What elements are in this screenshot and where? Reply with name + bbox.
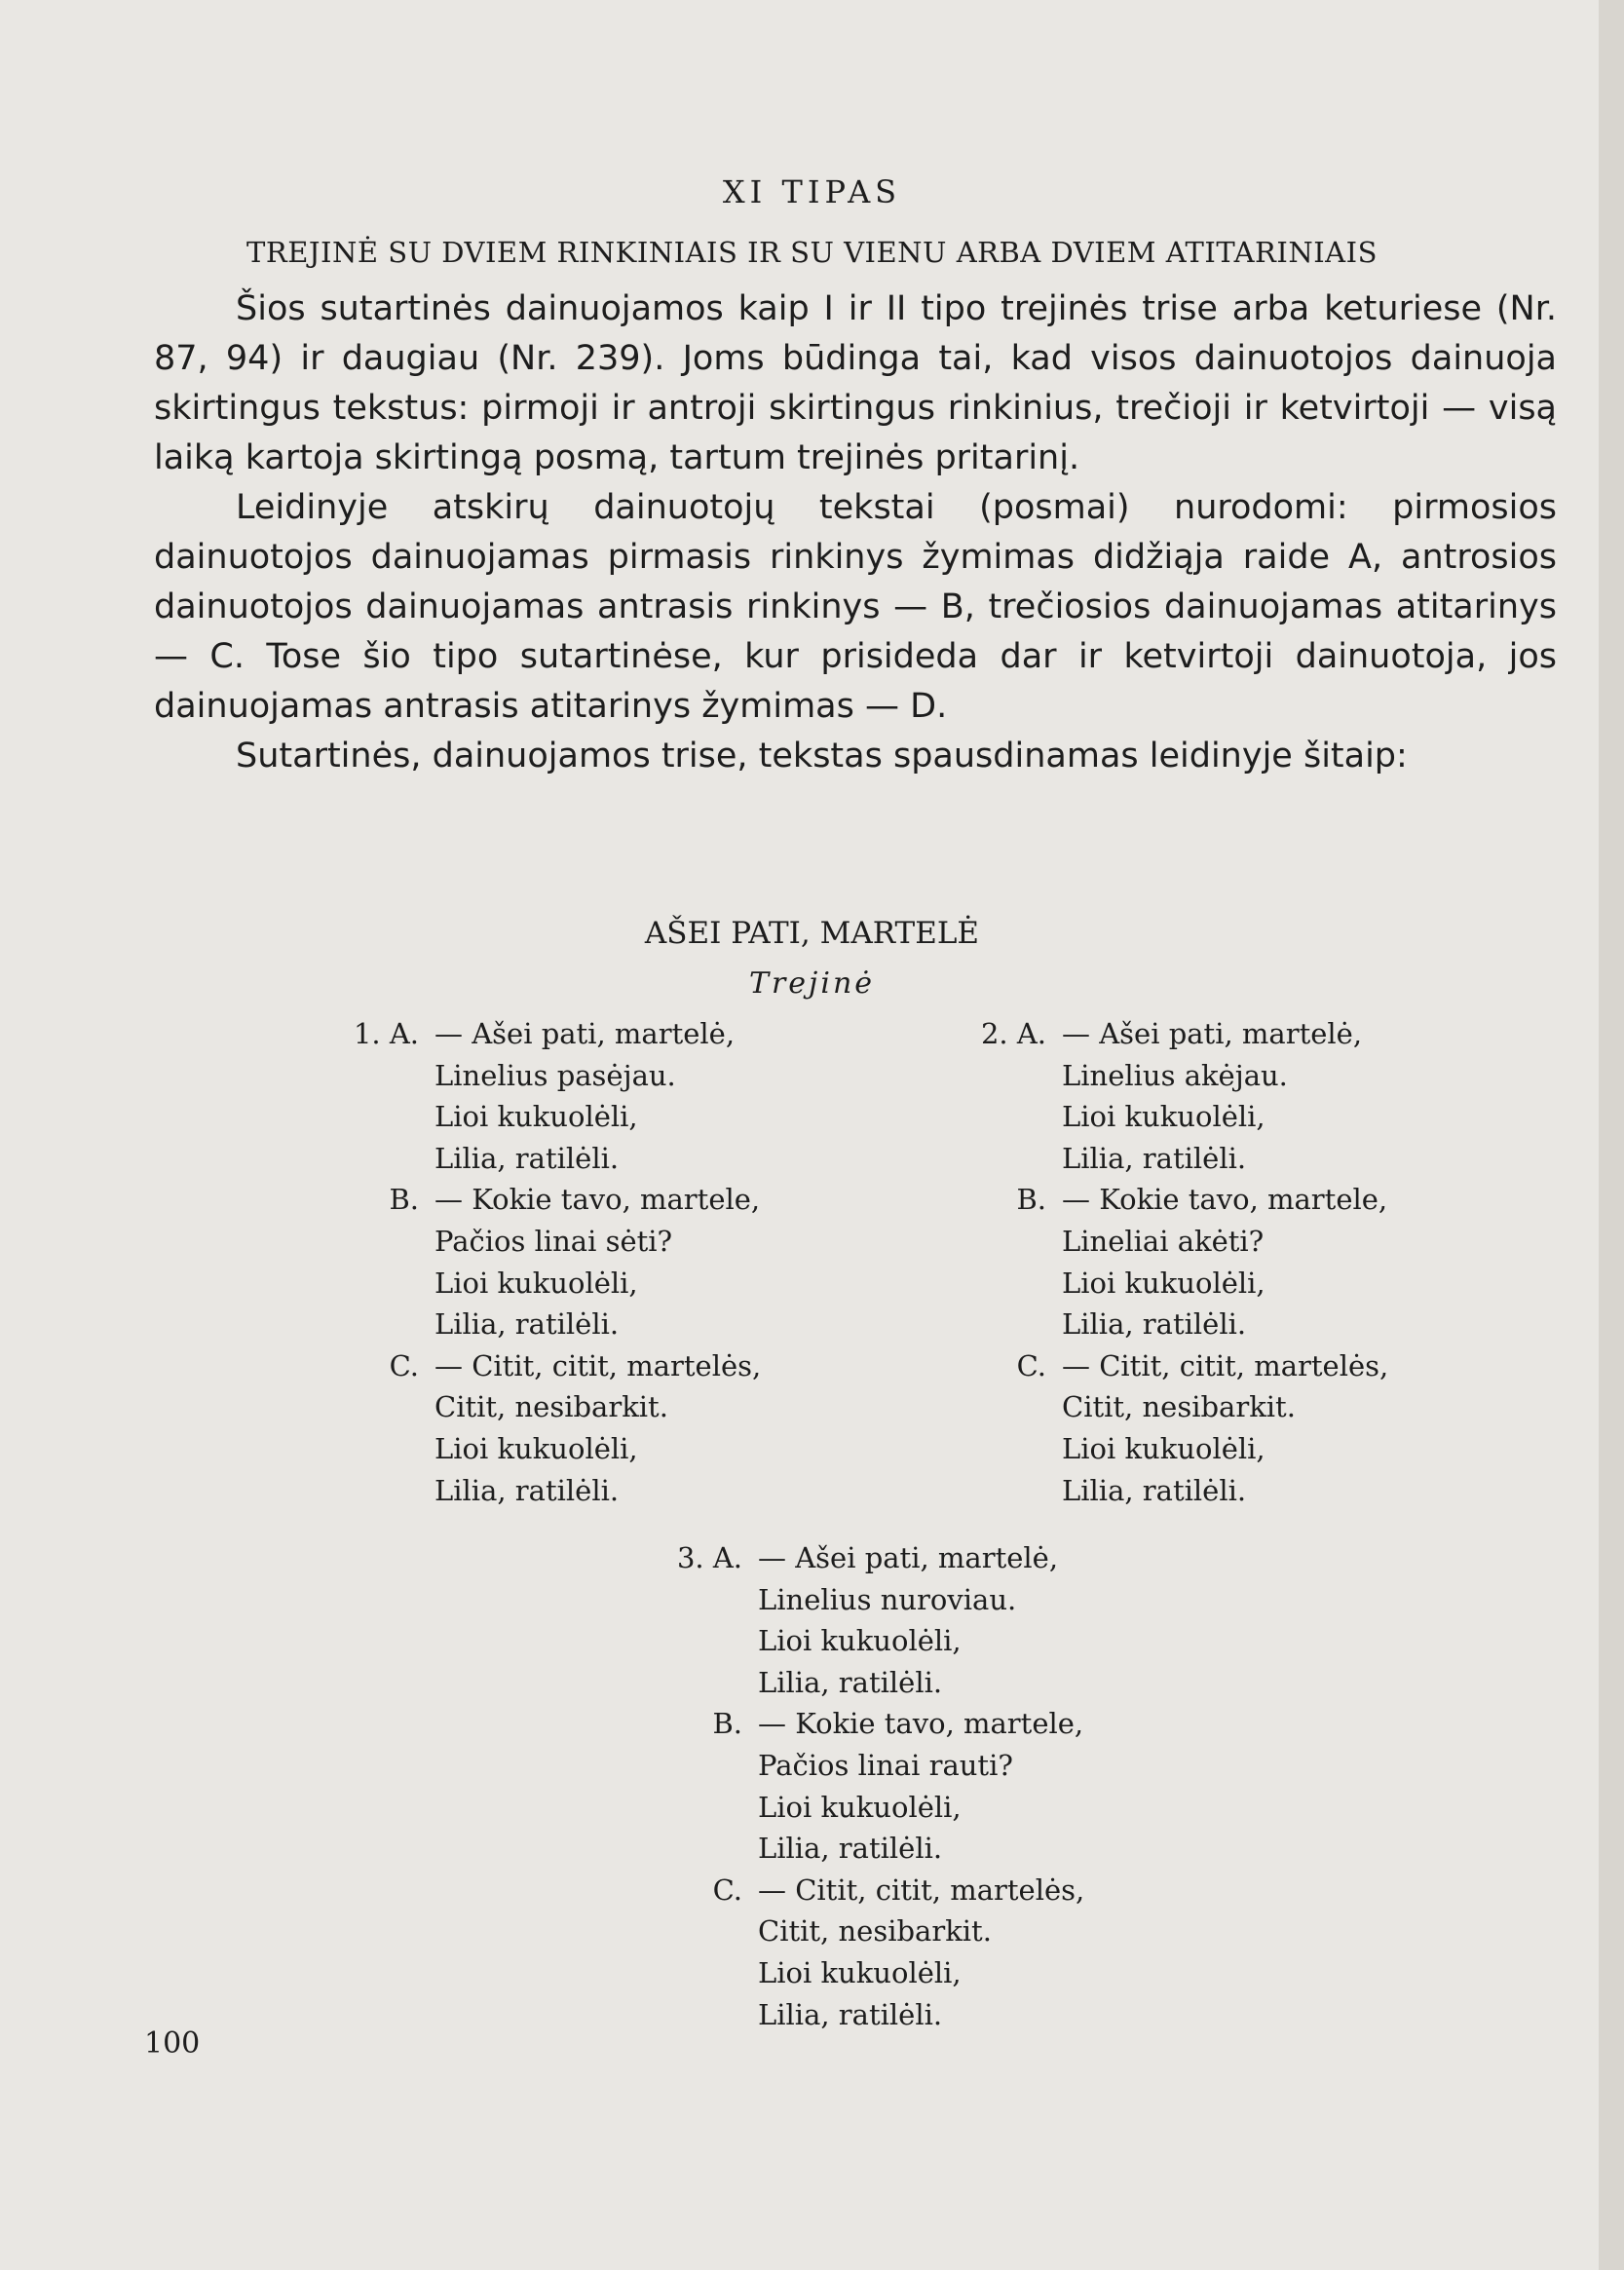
intro-paragraph: Leidinyje atskirų dainuotojų tekstai (posmai) nurodomi: pirmosios dainuotojos dainuojamas pirmasis rinkinys žymimas didžiąja raide A, antrosios dainuotojos dainuojamas antrasis rinkinys — B, trečiosios dainuojamas atitarinys — C. Tose šio tipo sutartinėse, kur prisideda dar ir ketvirtoji dainuotoja, jos dainuojamas antrasis atitarinys žymimas — D.	[154, 488, 1557, 726]
verse-line	[1062, 1470, 1388, 1512]
line-text: Linelius pasėjau.	[434, 1058, 676, 1092]
verse-line	[434, 1055, 761, 1097]
line-text: Citit, nesibarkit.	[1062, 1390, 1296, 1424]
verse-line	[758, 1620, 1084, 1662]
line-text: Lineliai akėti?	[1062, 1224, 1265, 1258]
verse-line	[434, 1470, 761, 1512]
intro-text	[154, 284, 1557, 781]
verse-line	[1062, 1386, 1388, 1428]
page-edge	[1599, 0, 1624, 2270]
verse-3	[676, 1537, 1085, 2035]
verse-line	[980, 1013, 1388, 1055]
verse-line	[758, 1787, 1084, 1829]
verse-line	[758, 1994, 1084, 2036]
line-text: Lilia, ratilėli.	[758, 1997, 943, 2031]
verse-line	[434, 1263, 761, 1305]
line-text: Lilia, ratilėli.	[758, 1665, 943, 1699]
part-label: B.	[1016, 1183, 1046, 1217]
verse-line	[434, 1138, 761, 1180]
chapter-subtitle: TREJINĖ SU DVIEM RINKINIAIS IR SU VIENU ARBA DVIEM ATITARINIAIS	[246, 236, 1378, 269]
verse-line	[434, 1221, 761, 1263]
intro-paragraph: Šios sutartinės dainuojamos kaip I ir II tipo trejinės trise arba keturiese (Nr. 87, 94) ir daugiau (Nr. 239). Joms būdinga tai, kad visos dainuotojos dainuoja skirtingus tekstus: pirmoji ir antroji skirtingus rinkinius, trečioji ir ketvirtoji — visą laiką kartoja skirtingą posmą, tartum trejinės pritarinį.	[154, 289, 1557, 477]
line-text: Citit, nesibarkit.	[434, 1390, 668, 1424]
page-number: 100	[144, 2026, 201, 2061]
verse-line	[434, 1096, 761, 1138]
verse-line	[1062, 1138, 1388, 1180]
part-label: 2. A.	[980, 1017, 1046, 1050]
line-text: Lilia, ratilėli.	[1062, 1307, 1247, 1342]
verse-line	[353, 1013, 761, 1055]
verse-line	[758, 1579, 1084, 1621]
verse-line	[389, 1345, 762, 1387]
line-text: Lilia, ratilėli.	[1062, 1141, 1247, 1175]
verse-line	[1062, 1055, 1388, 1097]
verse-line	[758, 1952, 1084, 1994]
part-label: B.	[712, 1707, 742, 1741]
verse-line	[758, 1662, 1084, 1704]
line-text: Pačios linai sėti?	[434, 1224, 673, 1258]
line-text: — Citit, citit, martelės,	[434, 1348, 762, 1382]
verse-line	[758, 1828, 1084, 1870]
song-title: AŠEI PATI, MARTELĖ	[644, 916, 980, 951]
line-text: — Kokie tavo, martele,	[434, 1183, 761, 1217]
verse-line	[712, 1703, 1084, 1745]
line-text: — Kokie tavo, martele,	[1062, 1183, 1388, 1217]
verse-2	[980, 1013, 1389, 1511]
line-text: Linelius akėjau.	[1062, 1058, 1288, 1092]
part-label: 3. A.	[676, 1541, 742, 1574]
line-text: Lioi kukuolėli,	[758, 1624, 962, 1658]
part-label: C.	[1016, 1348, 1046, 1382]
part-label: 1. A.	[353, 1017, 419, 1050]
line-text: Lioi kukuolėli,	[434, 1100, 638, 1134]
line-text: — Citit, citit, martelės,	[758, 1873, 1085, 1907]
line-text: Lioi kukuolėli,	[434, 1431, 638, 1465]
song-type: Trejinė	[748, 966, 876, 1001]
line-text: Lioi kukuolėli,	[1062, 1266, 1265, 1300]
line-text: — Citit, citit, martelės,	[1062, 1348, 1389, 1382]
line-text: Lilia, ratilėli.	[758, 1832, 943, 1866]
line-text: Lioi kukuolėli,	[434, 1266, 638, 1300]
part-label: B.	[389, 1183, 419, 1217]
verse-line	[712, 1870, 1085, 1911]
chapter-title: XI TIPAS	[722, 173, 902, 210]
verse-line	[434, 1304, 761, 1345]
verse-line	[758, 1745, 1084, 1787]
part-label: C.	[712, 1873, 742, 1907]
line-text: — Ašei pati, martelė,	[758, 1541, 1059, 1574]
verse-line	[1062, 1096, 1388, 1138]
line-text: — Kokie tavo, martele,	[758, 1707, 1084, 1741]
verse-line	[676, 1537, 1084, 1579]
verse-line	[434, 1386, 761, 1428]
verse-line	[1062, 1428, 1388, 1470]
line-text: Lioi kukuolėli,	[1062, 1431, 1265, 1465]
verse-1	[353, 1013, 762, 1511]
part-label: C.	[389, 1348, 419, 1382]
line-text: Lioi kukuolėli,	[758, 1790, 962, 1824]
verse-line	[389, 1179, 761, 1221]
verse-line	[1062, 1263, 1388, 1305]
verse-line	[758, 1911, 1084, 1952]
line-text: Linelius nuroviau.	[758, 1582, 1017, 1616]
verse-line	[1062, 1304, 1388, 1345]
line-text: Citit, nesibarkit.	[758, 1914, 992, 1948]
line-text: — Ašei pati, martelė,	[1062, 1017, 1363, 1050]
line-text: Lioi kukuolėli,	[1062, 1100, 1265, 1134]
line-text: Lioi kukuolėli,	[758, 1955, 962, 1989]
line-text: Lilia, ratilėli.	[434, 1473, 620, 1507]
verse-line	[1062, 1221, 1388, 1263]
verse-line	[1016, 1179, 1388, 1221]
line-text: Pačios linai rauti?	[758, 1748, 1013, 1782]
verse-line	[1016, 1345, 1389, 1387]
verse-line	[434, 1428, 761, 1470]
line-text: — Ašei pati, martelė,	[434, 1017, 736, 1050]
line-text: Lilia, ratilėli.	[434, 1307, 620, 1342]
line-text: Lilia, ratilėli.	[434, 1141, 620, 1175]
intro-paragraph: Sutartinės, dainuojamos trise, tekstas spausdinamas leidinyje šitaip:	[236, 737, 1408, 776]
line-text: Lilia, ratilėli.	[1062, 1473, 1247, 1507]
